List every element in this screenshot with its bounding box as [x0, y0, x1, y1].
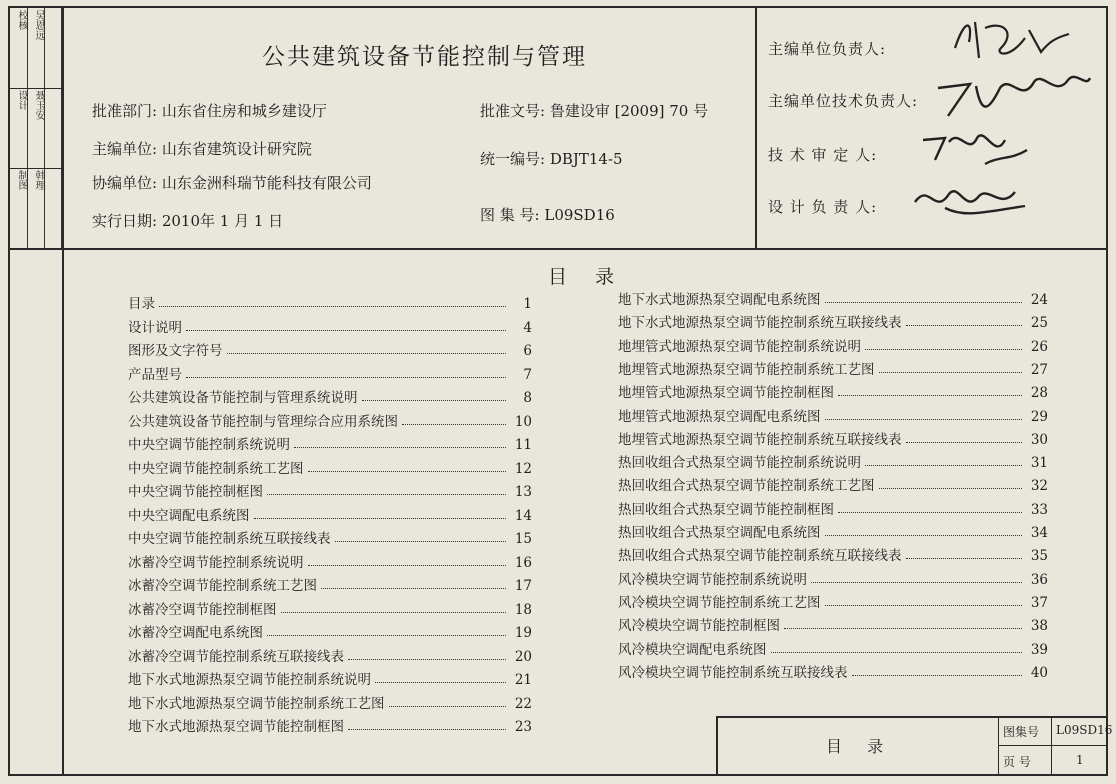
- toc-leader-dots: [348, 658, 506, 660]
- toc-entry-name: 地埋管式地源热泵空调节能控制系统工艺图: [618, 361, 875, 378]
- toc-entry-name: 风冷模块空调节能控制系统工艺图: [618, 594, 821, 611]
- toc-entry-name: 热回收组合式热泵空调配电系统图: [618, 525, 821, 541]
- toc-leader-dots: [865, 464, 1022, 466]
- toc-entry-name: 冰蓄冷空调配电系统图: [128, 625, 263, 641]
- toc-leader-dots: [227, 352, 507, 354]
- toc-leader-dots: [865, 348, 1022, 350]
- toc-entry[interactable]: [128, 410, 532, 430]
- toc-entry[interactable]: [128, 551, 532, 571]
- toc-leader-dots: [389, 705, 507, 707]
- toc-entry-page: 17: [514, 578, 532, 594]
- title-block-split-2: [1051, 716, 1052, 776]
- toc-entry-name: 公共建筑设备节能控制与管理综合应用系统图: [128, 413, 398, 430]
- toc-entry[interactable]: [128, 598, 532, 618]
- toc-leader-dots: [375, 681, 506, 683]
- tech-approver-label: 技 术 审 定 人:: [768, 146, 878, 164]
- unified-number: 统一编号: DBJT14-5: [480, 150, 623, 168]
- side-role-column: [10, 8, 28, 248]
- toc-entry-page: 6: [523, 343, 532, 359]
- toc-entry[interactable]: [128, 457, 532, 477]
- toc-leader-dots: [825, 301, 1023, 303]
- title-block-top: [716, 716, 1108, 718]
- title-block-left: [716, 716, 718, 776]
- toc-entry[interactable]: [128, 527, 532, 547]
- toc-leader-dots: [825, 604, 1023, 606]
- design-leader-label: 设 计 负 责 人:: [768, 198, 878, 216]
- toc-leader-dots: [771, 651, 1023, 653]
- toc-entry-page: 22: [514, 695, 532, 712]
- toc-entry[interactable]: [618, 381, 1048, 401]
- toc-entry-name: 地下水式地源热泵空调节能控制系统说明: [128, 672, 371, 688]
- toc-entry-page: 21: [514, 672, 532, 688]
- toc-entry[interactable]: [128, 645, 532, 665]
- chief-tech-leader-label: 主编单位技术负责人:: [768, 92, 919, 110]
- toc-entry-page: 27: [1030, 361, 1048, 378]
- toc-entry-page: 7: [523, 366, 532, 383]
- toc-entry-name: 地下水式地源热泵空调节能控制框图: [128, 719, 344, 735]
- toc-entry[interactable]: [618, 358, 1048, 378]
- effective-date: 实行日期: 2010年 1 月 1 日: [92, 212, 284, 230]
- toc-leader-dots: [267, 634, 506, 636]
- toc-entry[interactable]: [618, 661, 1048, 681]
- side-signature-strip: [10, 8, 62, 248]
- toc-entry-page: 18: [514, 601, 532, 618]
- toc-leader-dots: [838, 511, 1022, 513]
- toc-entry-name: 中央空调节能控制系统说明: [128, 437, 290, 453]
- toc-entry-name: 热回收组合式热泵空调节能控制系统说明: [618, 455, 861, 472]
- toc-entry[interactable]: [618, 428, 1048, 448]
- toc-entry-page: 4: [523, 319, 532, 336]
- toc-leader-dots: [186, 329, 506, 331]
- toc-entry-page: 31: [1030, 455, 1048, 472]
- sheet-title: 目 录: [826, 737, 894, 756]
- toc-entry-name: 地埋管式地源热泵空调配电系统图: [618, 408, 821, 425]
- toc-leader-dots: [186, 376, 506, 378]
- toc-entry-page: 19: [514, 625, 532, 641]
- toc-entry-page: 15: [514, 531, 532, 547]
- toc-leader-dots: [906, 324, 1023, 326]
- toc-leader-dots: [335, 540, 507, 542]
- toc-entry[interactable]: [128, 504, 532, 524]
- toc-entry-name: 产品型号: [128, 366, 182, 383]
- side-name-design: 聂玉安: [33, 90, 44, 120]
- toc-entry-page: 39: [1030, 641, 1048, 658]
- toc-entry-page: 12: [514, 460, 532, 477]
- toc-leader-dots: [348, 728, 506, 730]
- toc-entry-page: 13: [514, 484, 532, 500]
- toc-entry-page: 14: [514, 507, 532, 524]
- toc-entry[interactable]: [618, 288, 1048, 308]
- side-name-check: 吴恩远: [33, 10, 44, 40]
- toc-leader-dots: [906, 441, 1023, 443]
- toc-entry-name: 中央空调节能控制系统工艺图: [128, 460, 304, 477]
- toc-entry[interactable]: [618, 614, 1048, 634]
- toc-entry-page: 23: [514, 719, 532, 735]
- toc-leader-dots: [281, 611, 507, 613]
- toc-leader-dots: [825, 534, 1023, 536]
- toc-entry-page: 40: [1030, 664, 1048, 681]
- handwritten-signature-3: [915, 120, 1035, 180]
- side-divider-2: [10, 168, 62, 169]
- side-name-column: [27, 8, 45, 248]
- co-editor-unit: 协编单位: 山东金洲科瑞节能科技有限公司: [92, 174, 372, 192]
- toc-leader-dots: [321, 587, 506, 589]
- toc-leader-dots: [879, 371, 1023, 373]
- side-name-draw: 韩理: [33, 170, 44, 190]
- toc-leader-dots: [308, 470, 507, 472]
- toc-entry-name: 图形及文字符号: [128, 343, 223, 359]
- toc-entry-name: 地下水式地源热泵空调节能控制系统互联接线表: [618, 315, 902, 332]
- toc-leader-dots: [267, 493, 506, 495]
- toc-entry-page: 25: [1030, 315, 1048, 332]
- binding-margin-line: [62, 8, 64, 776]
- toc-leader-dots: [838, 394, 1022, 396]
- toc-leader-dots: [825, 418, 1023, 420]
- toc-leader-dots: [811, 581, 1022, 583]
- toc-entry-name: 风冷模块空调配电系统图: [618, 641, 767, 658]
- toc-entry-page: 29: [1030, 408, 1048, 425]
- toc-entry-name: 中央空调节能控制框图: [128, 484, 263, 500]
- approval-document-number: 批准文号: 鲁建设审 [2009] 70 号: [480, 102, 709, 120]
- toc-leader-dots: [308, 564, 507, 566]
- toc-entry-page: 1: [523, 296, 532, 312]
- toc-entry-name: 冰蓄冷空调节能控制框图: [128, 601, 277, 618]
- responsibility-divider: [755, 8, 757, 250]
- toc-entry-page: 8: [523, 390, 532, 406]
- toc-entry[interactable]: [618, 335, 1048, 355]
- toc-entry-name: 设计说明: [128, 319, 182, 336]
- side-signature-column: [44, 8, 62, 248]
- toc-entry[interactable]: [128, 715, 532, 735]
- toc-entry-page: 38: [1030, 618, 1048, 635]
- toc-leader-dots: [879, 487, 1023, 489]
- toc-entry-name: 风冷模块空调节能控制框图: [618, 618, 780, 635]
- toc-entry-page: 28: [1030, 385, 1048, 402]
- toc-entry-name: 风冷模块空调节能控制系统说明: [618, 571, 807, 588]
- handwritten-signature-4: [905, 172, 1035, 232]
- toc-entry-name: 中央空调节能控制系统互联接线表: [128, 531, 331, 547]
- handwritten-signature-2: [930, 58, 1100, 128]
- toc-leader-dots: [402, 423, 506, 425]
- header-divider: [10, 248, 1108, 250]
- toc-entry[interactable]: [128, 480, 532, 500]
- toc-entry[interactable]: [618, 521, 1048, 541]
- toc-leader-dots: [906, 557, 1023, 559]
- toc-entry-name: 地埋管式地源热泵空调节能控制框图: [618, 385, 834, 402]
- toc-entry-name: 风冷模块空调节能控制系统互联接线表: [618, 664, 848, 681]
- toc-leader-dots: [294, 446, 506, 448]
- toc-entry-page: 36: [1030, 571, 1048, 588]
- title-block-split: [998, 716, 999, 776]
- chief-unit-leader-label: 主编单位负责人:: [768, 40, 887, 58]
- toc-entry-page: 16: [514, 554, 532, 571]
- toc-entry[interactable]: [128, 621, 532, 641]
- toc-entry-page: 33: [1030, 501, 1048, 518]
- toc-entry[interactable]: [618, 638, 1048, 658]
- side-role-draw: 制图: [16, 170, 27, 190]
- side-divider-1: [10, 88, 62, 89]
- toc-entry[interactable]: [618, 498, 1048, 518]
- toc-entry-name: 目录: [128, 296, 155, 312]
- toc-entry-page: 37: [1030, 594, 1048, 611]
- toc-entry-name: 地下水式地源热泵空调节能控制系统工艺图: [128, 695, 385, 712]
- toc-entry-page: 26: [1030, 338, 1048, 355]
- toc-entry[interactable]: [128, 668, 532, 688]
- page-number-value: 1: [1076, 753, 1084, 767]
- side-role-check: 校核: [16, 10, 27, 30]
- toc-entry[interactable]: [128, 363, 532, 383]
- toc-leader-dots: [362, 399, 507, 401]
- toc-entry[interactable]: [128, 574, 532, 594]
- toc-entry-page: 11: [514, 437, 532, 453]
- toc-entry[interactable]: [618, 451, 1048, 471]
- toc-entry[interactable]: [618, 568, 1048, 588]
- toc-entry-name: 冰蓄冷空调节能控制系统说明: [128, 554, 304, 571]
- toc-entry-name: 公共建筑设备节能控制与管理系统说明: [128, 390, 358, 406]
- toc-leader-dots: [784, 627, 1022, 629]
- atlas-number-label: 图集号: [1003, 725, 1040, 739]
- toc-entry-page: 24: [1030, 292, 1048, 308]
- toc-entry-page: 32: [1030, 478, 1048, 495]
- toc-entry-page: 20: [514, 648, 532, 665]
- toc-entry[interactable]: [618, 474, 1048, 494]
- toc-entry-name: 冰蓄冷空调节能控制系统工艺图: [128, 578, 317, 594]
- toc-entry[interactable]: [618, 311, 1048, 331]
- side-role-design: 设计: [16, 90, 27, 110]
- toc-entry[interactable]: [128, 339, 532, 359]
- approval-department: 批准部门: 山东省住房和城乡建设厅: [92, 102, 327, 120]
- toc-entry-page: 10: [514, 413, 532, 430]
- toc-entry-page: 35: [1030, 548, 1048, 565]
- toc-entry-name: 中央空调配电系统图: [128, 507, 250, 524]
- toc-heading: 目录: [548, 266, 643, 288]
- toc-entry[interactable]: [618, 544, 1048, 564]
- toc-entry-name: 冰蓄冷空调节能控制系统互联接线表: [128, 648, 344, 665]
- toc-entry-name: 地埋管式地源热泵空调节能控制系统互联接线表: [618, 431, 902, 448]
- toc-entry[interactable]: [128, 692, 532, 712]
- atlas-title: 公共建筑设备节能控制与管理: [262, 44, 587, 70]
- toc-leader-dots: [159, 305, 506, 307]
- toc-entry-page: 30: [1030, 431, 1048, 448]
- editor-unit: 主编单位: 山东省建筑设计研究院: [92, 140, 312, 158]
- toc-entry[interactable]: [618, 591, 1048, 611]
- toc-leader-dots: [852, 674, 1023, 676]
- toc-entry[interactable]: [128, 386, 532, 406]
- toc-entry-name: 热回收组合式热泵空调节能控制系统工艺图: [618, 478, 875, 495]
- toc-entry-name: 地下水式地源热泵空调配电系统图: [618, 292, 821, 308]
- toc-entry-page: 34: [1030, 525, 1048, 541]
- toc-entry[interactable]: [128, 316, 532, 336]
- toc-entry-name: 热回收组合式热泵空调节能控制系统互联接线表: [618, 548, 902, 565]
- page-number-label: 页 号: [1003, 755, 1031, 769]
- toc-entry[interactable]: [128, 292, 532, 312]
- atlas-number: 图 集 号: L09SD16: [480, 206, 615, 224]
- toc-leader-dots: [254, 517, 507, 519]
- toc-entry-name: 地埋管式地源热泵空调节能控制系统说明: [618, 338, 861, 355]
- toc-entry[interactable]: [618, 405, 1048, 425]
- atlas-number-value: L09SD16: [1056, 723, 1113, 737]
- toc-entry-name: 热回收组合式热泵空调节能控制框图: [618, 501, 834, 518]
- title-block-mid: [998, 745, 1108, 746]
- toc-entry[interactable]: [128, 433, 532, 453]
